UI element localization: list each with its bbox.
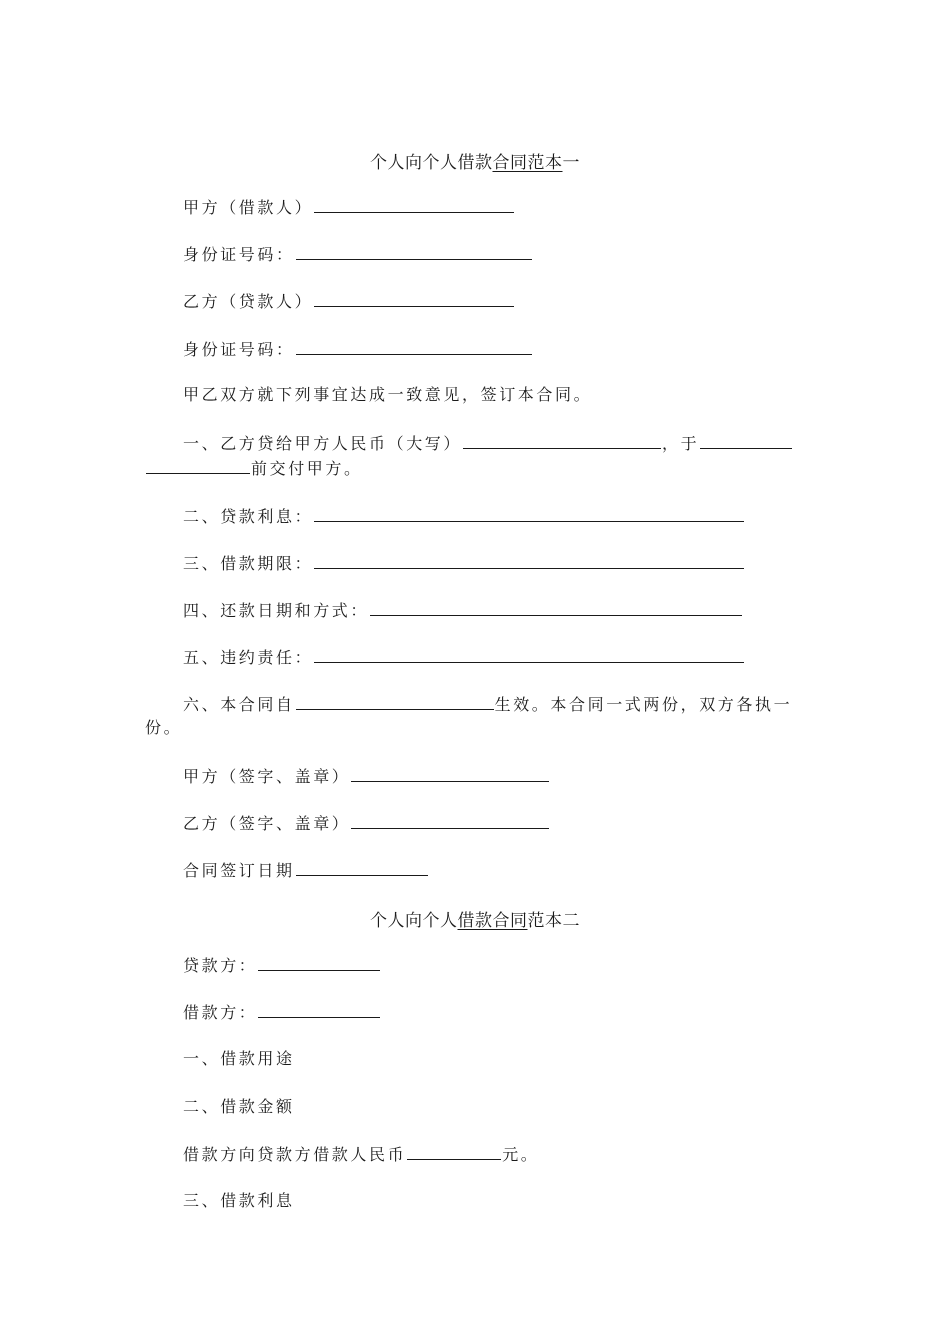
party-b-blank[interactable] [314,290,514,307]
title-text: 一 [562,153,580,173]
item-6-label: 六、本合同自 [183,695,295,714]
borrower-blank[interactable] [258,1001,380,1018]
term-blank[interactable] [314,552,744,569]
sign-date-line [183,859,429,882]
title-text: 范本二 [527,911,580,931]
title-underlined-text: 借款合同 [457,911,528,931]
liability-blank[interactable] [314,646,744,663]
contract-2-title [0,906,950,931]
amount-blank[interactable] [407,1143,501,1160]
repayment-blank[interactable] [370,599,742,616]
id-b-line [183,338,533,361]
interest-blank[interactable] [314,505,744,522]
section-2-heading: 二、借款金额 [183,1097,295,1116]
id-b-label: 身份证号码： [183,340,295,359]
party-a-line [183,196,515,219]
item-1-continuation [145,457,363,480]
sign-date-blank[interactable] [296,859,428,876]
lender-line [183,954,381,977]
sign-b-label: 乙方（签字、盖章） [183,814,351,833]
contract-1-title [0,148,950,173]
loan-amount-blank[interactable] [463,432,661,449]
delivery-date-blank[interactable] [700,432,792,449]
id-b-blank[interactable] [296,338,532,355]
sign-b-blank[interactable] [351,812,549,829]
item-4-label: 四、还款日期和方式： [183,601,370,620]
item-2-label: 二、贷款利息： [183,507,314,526]
item-4-line [183,599,743,622]
item-3-line [183,552,745,575]
lender-blank[interactable] [258,954,380,971]
sign-a-label: 甲方（签字、盖章） [183,767,351,786]
item-1-line [183,432,793,455]
sign-a-blank[interactable] [351,765,549,782]
borrower-line [183,1001,381,1024]
agreement-text: 甲乙双方就下列事宜达成一致意见，签订本合同。 [183,385,593,404]
amount-unit: 元。 [502,1145,540,1164]
item-5-label: 五、违约责任： [183,648,314,667]
item-1-connector: ，于 [662,434,700,453]
item-6-line [183,693,792,716]
id-a-line [183,243,533,266]
id-a-blank[interactable] [296,243,532,260]
sign-date-label: 合同签订日期 [183,861,295,880]
amount-label: 借款方向贷款方借款人民币 [183,1145,407,1164]
party-a-label: 甲方（借款人） [183,198,314,217]
borrower-label: 借款方： [183,1003,258,1022]
item-5-line [183,646,745,669]
item-2-line [183,505,745,528]
section-1-heading: 一、借款用途 [183,1049,295,1068]
party-a-blank[interactable] [314,196,514,213]
party-b-line [183,290,515,313]
id-a-label: 身份证号码： [183,245,295,264]
sign-b-line [183,812,550,835]
section-3-heading: 三、借款利息 [183,1191,295,1210]
item-6-text: 生效。本合同一式两份，双方各执一 [494,695,793,714]
effective-date-blank[interactable] [296,693,494,710]
title-text: 个人向个人 [370,911,458,931]
delivery-date-blank-cont[interactable] [146,457,250,474]
item-1-label: 一、乙方贷给甲方人民币（大写） [183,434,463,453]
item-3-label: 三、借款期限： [183,554,314,573]
sign-a-line [183,765,550,788]
title-text: 个人向个人借款 [370,153,493,173]
title-underlined-text: 合同范本 [492,153,563,173]
item-6-continuation: 份。 [145,718,183,737]
lender-label: 贷款方： [183,956,258,975]
amount-line [183,1143,539,1166]
party-b-label: 乙方（贷款人） [183,292,314,311]
item-1-end: 前交付甲方。 [251,459,363,478]
